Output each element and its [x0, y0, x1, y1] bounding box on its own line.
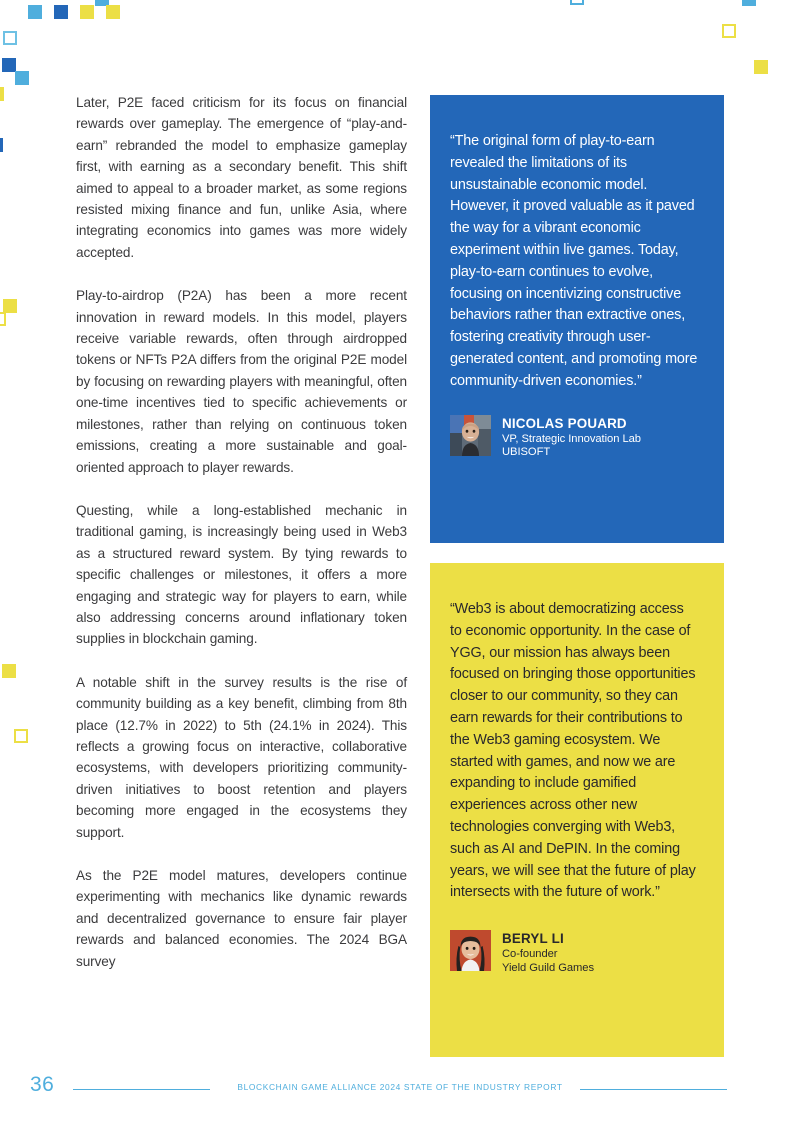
attribution-role: VP, Strategic Innovation Lab [502, 432, 641, 445]
attribution-name: NICOLAS POUARD [502, 415, 627, 431]
quote-attribution [450, 930, 698, 975]
quote-text: “The original form of play-to-earn revealed the limitations of its unsustainable economic model. However, it proved valuable as it paved the way for a vibrant economic experiment within live games. Today, play-to-earn continues to evolve, focusing on incentivizing constructive behaviors rather than extractive ones, fostering creativity through user-generated content, and promoting more community-driven economies.” [450, 133, 698, 389]
quote-text: “Web3 is about democratizing access to economic opportunity. In the case of YGG, our mission has always been focused on bringing those opportunities closer to our community, so they can earn rewards for their contributions to the Web3 gaming ecosystem. We started with games, and now we are expanding to include gamified experiences across other new technologies converging with Web3, such as AI and DePIN. In the coming years, we will see that the future of play intersects with the future of work.” [450, 601, 696, 901]
paragraph: Questing, while a long-established mechanic in traditional gaming, is increasingly being used in Web3 as a structured reward system. By tying rewards to specific challenges or milestones, it offers a more engaging and strategic way for players to earn, while also addressing concerns around inflationary token supplies in blockchain gaming. [76, 502, 407, 647]
attribution-text [502, 930, 594, 975]
attribution-org: UBISOFT [502, 446, 551, 459]
footer-report-title: BLOCKCHAIN GAME ALLIANCE 2024 STATE OF THE INDUSTRY REPORT [237, 1082, 563, 1092]
paragraph: Later, P2E faced criticism for its focus on financial rewards over gameplay. The emergence of “play-and-earn” rebranded the model to emphasize gameplay first, with earning as a secondary benefit. This shift aimed to appeal to a broader market, as some regions resisted mixing finance and fun, unlike Asia, where integrating economics into games was more widely accepted. [76, 95, 407, 260]
avatar [450, 415, 491, 456]
attribution-name: BERYL LI [502, 931, 564, 947]
paragraph: A notable shift in the survey results is the rise of community building as a key benefit, climbing from 8th place (12.7% in 2022) to 5th (24.1% in 2024). This reflects a growing focus on interactive, collaborative ecosystems, with developers prioritizing community-driven initiatives to boost retention and players becoming more engaged in the ecosystems they support. [76, 674, 407, 840]
square-blue-light-4 [742, 0, 756, 6]
attribution-org: Yield Guild Games [502, 961, 595, 974]
avatar [450, 930, 491, 971]
square-blue-outline-2 [570, 0, 584, 5]
attribution-text [502, 415, 641, 460]
square-yellow-1 [80, 5, 94, 19]
square-blue-light-1 [28, 5, 42, 19]
page-number: 36 [30, 1073, 55, 1096]
square-yellow-outline-2 [14, 729, 28, 743]
square-yellow-5 [754, 60, 768, 74]
footer-rule-right [580, 1089, 727, 1090]
square-blue-dark-2 [2, 58, 16, 72]
square-yellow-3 [3, 299, 17, 313]
square-blue-outline-1 [3, 31, 17, 45]
paragraph: Play-to-airdrop (P2A) has been a more recent innovation in reward models. In this model, players receive variable rewards, often through airdropped tokens or NFTs P2A differs from the original P2E model by focusing on rewarding players with meaningful, often one-time incentives tied to specific achievements or milestones, rather than relying on continuous token emissions, creating a more sustainable and goal-oriented approach to player rewards. [76, 288, 407, 475]
body-text-column [76, 92, 407, 972]
square-yellow-outline-1 [0, 312, 6, 326]
paragraph: As the P2E model matures, developers continue experimenting with mechanics like dynamic rewards and decentralized governance to ensure fair player rewards and balanced economies. The 2024 BGA survey [76, 868, 407, 969]
quote-card-yellow [430, 563, 724, 1057]
attribution-role: Co-founder [502, 948, 558, 961]
quote-card-blue [430, 95, 724, 543]
quote-attribution [450, 415, 698, 460]
square-yellow-4 [2, 664, 16, 678]
square-blue-edge-1 [0, 138, 3, 152]
square-yellow-edge-1 [0, 87, 4, 101]
square-blue-dark-1 [54, 5, 68, 19]
page-footer [0, 1075, 800, 1107]
square-blue-light-3 [15, 71, 29, 85]
square-yellow-2 [106, 5, 120, 19]
square-yellow-outline-3 [722, 24, 736, 38]
